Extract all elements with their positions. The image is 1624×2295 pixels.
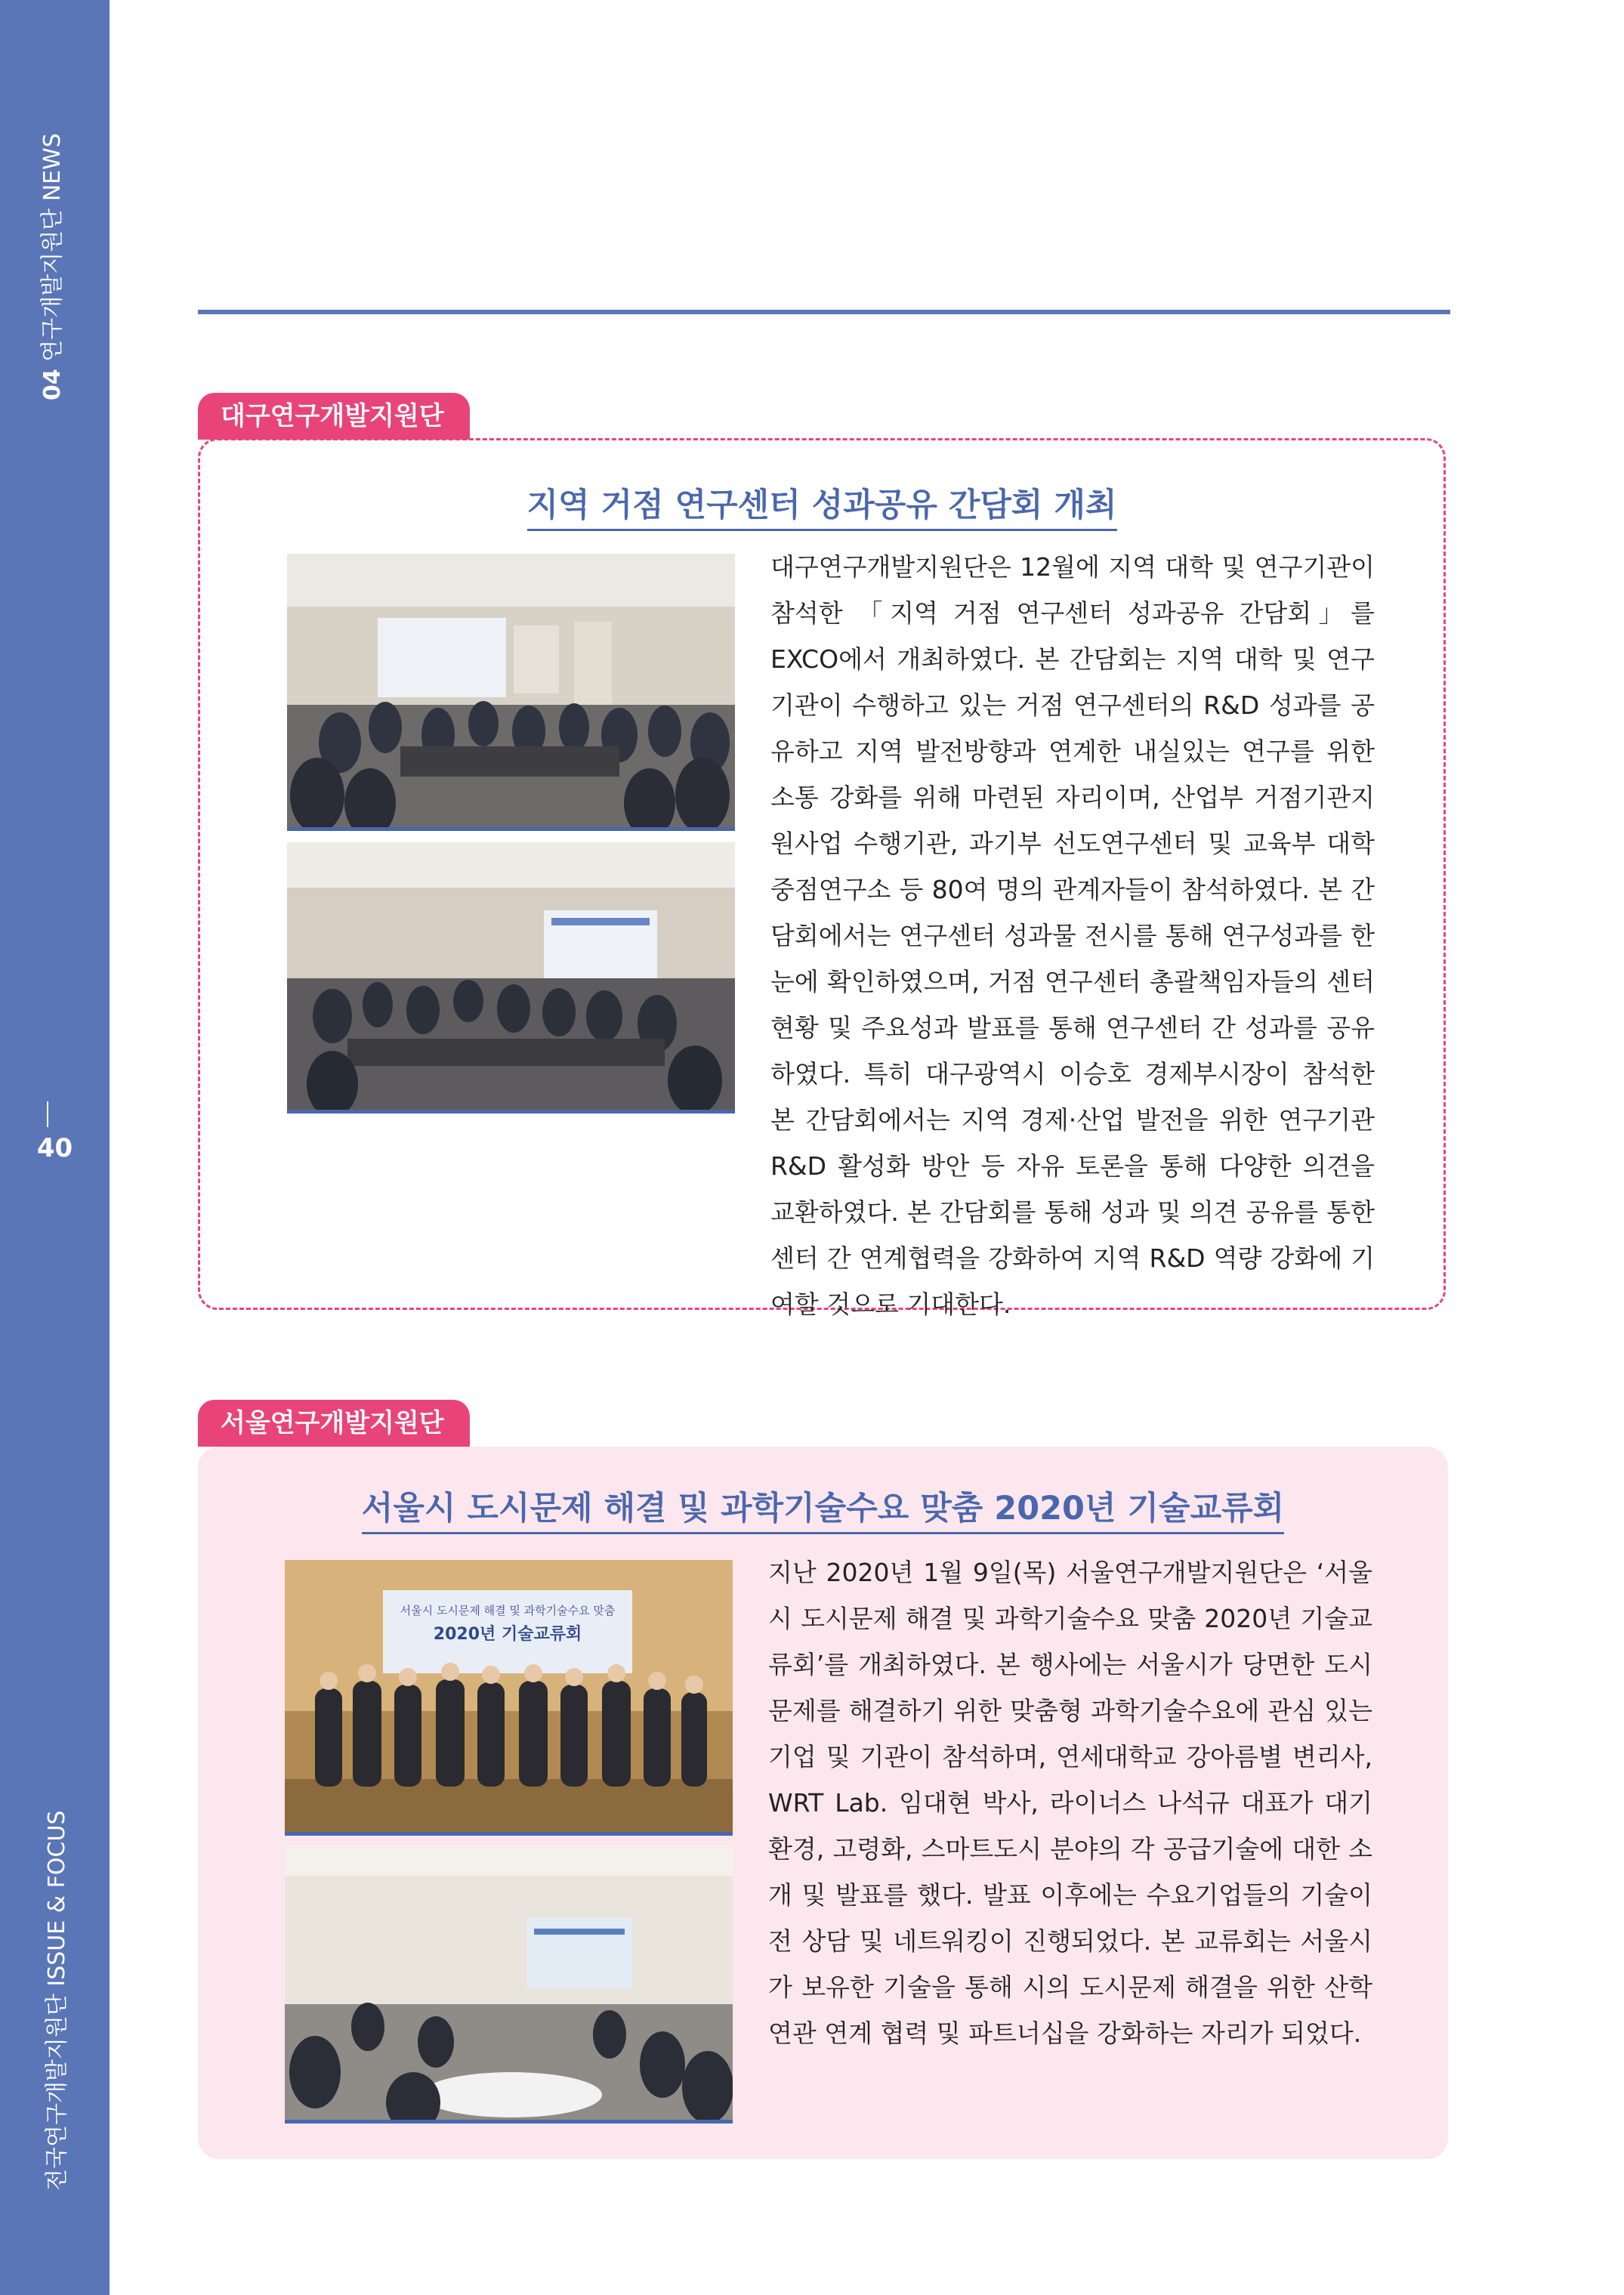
article-2-box bbox=[198, 1447, 1448, 2159]
top-divider bbox=[198, 310, 1450, 314]
article-1-title: 지역 거점 연구센터 성과공유 간담회 개최 bbox=[200, 480, 1443, 526]
article-1-body: 대구연구개발지원단은 12월에 지역 대학 및 연구기관이 참석한 「지역 거점 연구센터 성과공유 간담회」를 EXCO에서 개최하였다. 본 간담회는 지역 대학 및 연구기관이 수행하고 있는 거점 연구센터의 R&D 성과를 공유하고 지역 발전방향과 연계한 내실있는 연구를 위한 소통 강화를 위해 마련된 자리이며, 산업부 거점기관지원사업 수행기관, 과기부 선도연구센터 및 교육부 대학중점연구소 등 80여 명의 관계자들이 참석하였다. 본 간담회에서는 연구센터 성과물 전시를 통해 연구성과를 한눈에 확인하였으며, 거점 연구센터 총괄책임자들의 센터 현황 및 주요성과 발표를 통해 연구센터 간 성과를 공유하였다. 특히 대구광역시 이승호 경제부시장이 참석한 본 간담회에서는 지역 경제·산업 발전을 위한 연구기관 R&D 활성화 방안 등 자유 토론을 통해 다양한 의견을 교환하였다. 본 간담회를 통해 성과 및 의견 공유를 통한 센터 간 연계협력을 강화하여 지역 R&D 역량 강화에 기여할 것으로 기대한다. bbox=[770, 552, 1375, 1319]
article-2-title: 서울시 도시문제 해결 및 과학기술수요 맞춤 2020년 기술교류회 bbox=[198, 1483, 1448, 1529]
page-number: 40 bbox=[36, 1133, 73, 1163]
section-title: 연구개발지원단 NEWS bbox=[39, 133, 66, 362]
group-photo bbox=[285, 1560, 733, 1836]
conference-photo-2 bbox=[287, 842, 735, 1114]
article-1-tag: 대구연구개발지원단 bbox=[198, 393, 470, 440]
publication-label: 전국연구개발지원단 ISSUE & FOCUS bbox=[44, 1810, 70, 2191]
article-2-tag: 서울연구개발지원단 bbox=[198, 1400, 470, 1447]
section-label bbox=[33, 133, 66, 400]
article-2-body: 지난 2020년 1월 9일(목) 서울연구개발지원단은 ‘서울시 도시문제 해결 및 과학기술수요 맞춤 2020년 기술교류회’를 개최하였다. 본 행사에는 서울시가 당면한 도시문제를 해결하기 위한 맞춤형 과학기술수요에 관심 있는 기업 및 기관이 참석하며, 연세대학교 강아름별 변리사, WRT Lab. 임대현 박사, 라이너스 나석규 대표가 대기환경, 고령화, 스마트도시 분야의 각 공급기술에 대한 소개 및 발표를 했다. 발표 이후에는 수요기업들의 기술이전 상담 및 네트워킹이 진행되었다. 본 교류회는 서울시가 보유한 기술을 통해 시의 도시문제 해결을 위한 산학연관 연계 협력 및 파트너십을 강화하는 자리가 되었다. bbox=[768, 1558, 1372, 2048]
exchange-meeting-photo bbox=[285, 1846, 733, 2124]
svg-text:서울시 도시문제 해결 및 과학기술수요 맞춤: 서울시 도시문제 해결 및 과학기술수요 맞춤 bbox=[400, 1604, 616, 1617]
section-number: 04 bbox=[39, 369, 66, 400]
page-tick bbox=[47, 1101, 48, 1127]
svg-text:2020년 기술교류회: 2020년 기술교류회 bbox=[433, 1625, 582, 1644]
sidebar bbox=[0, 0, 110, 2295]
article-1-box bbox=[198, 438, 1446, 1319]
conference-photo-1 bbox=[287, 554, 735, 831]
